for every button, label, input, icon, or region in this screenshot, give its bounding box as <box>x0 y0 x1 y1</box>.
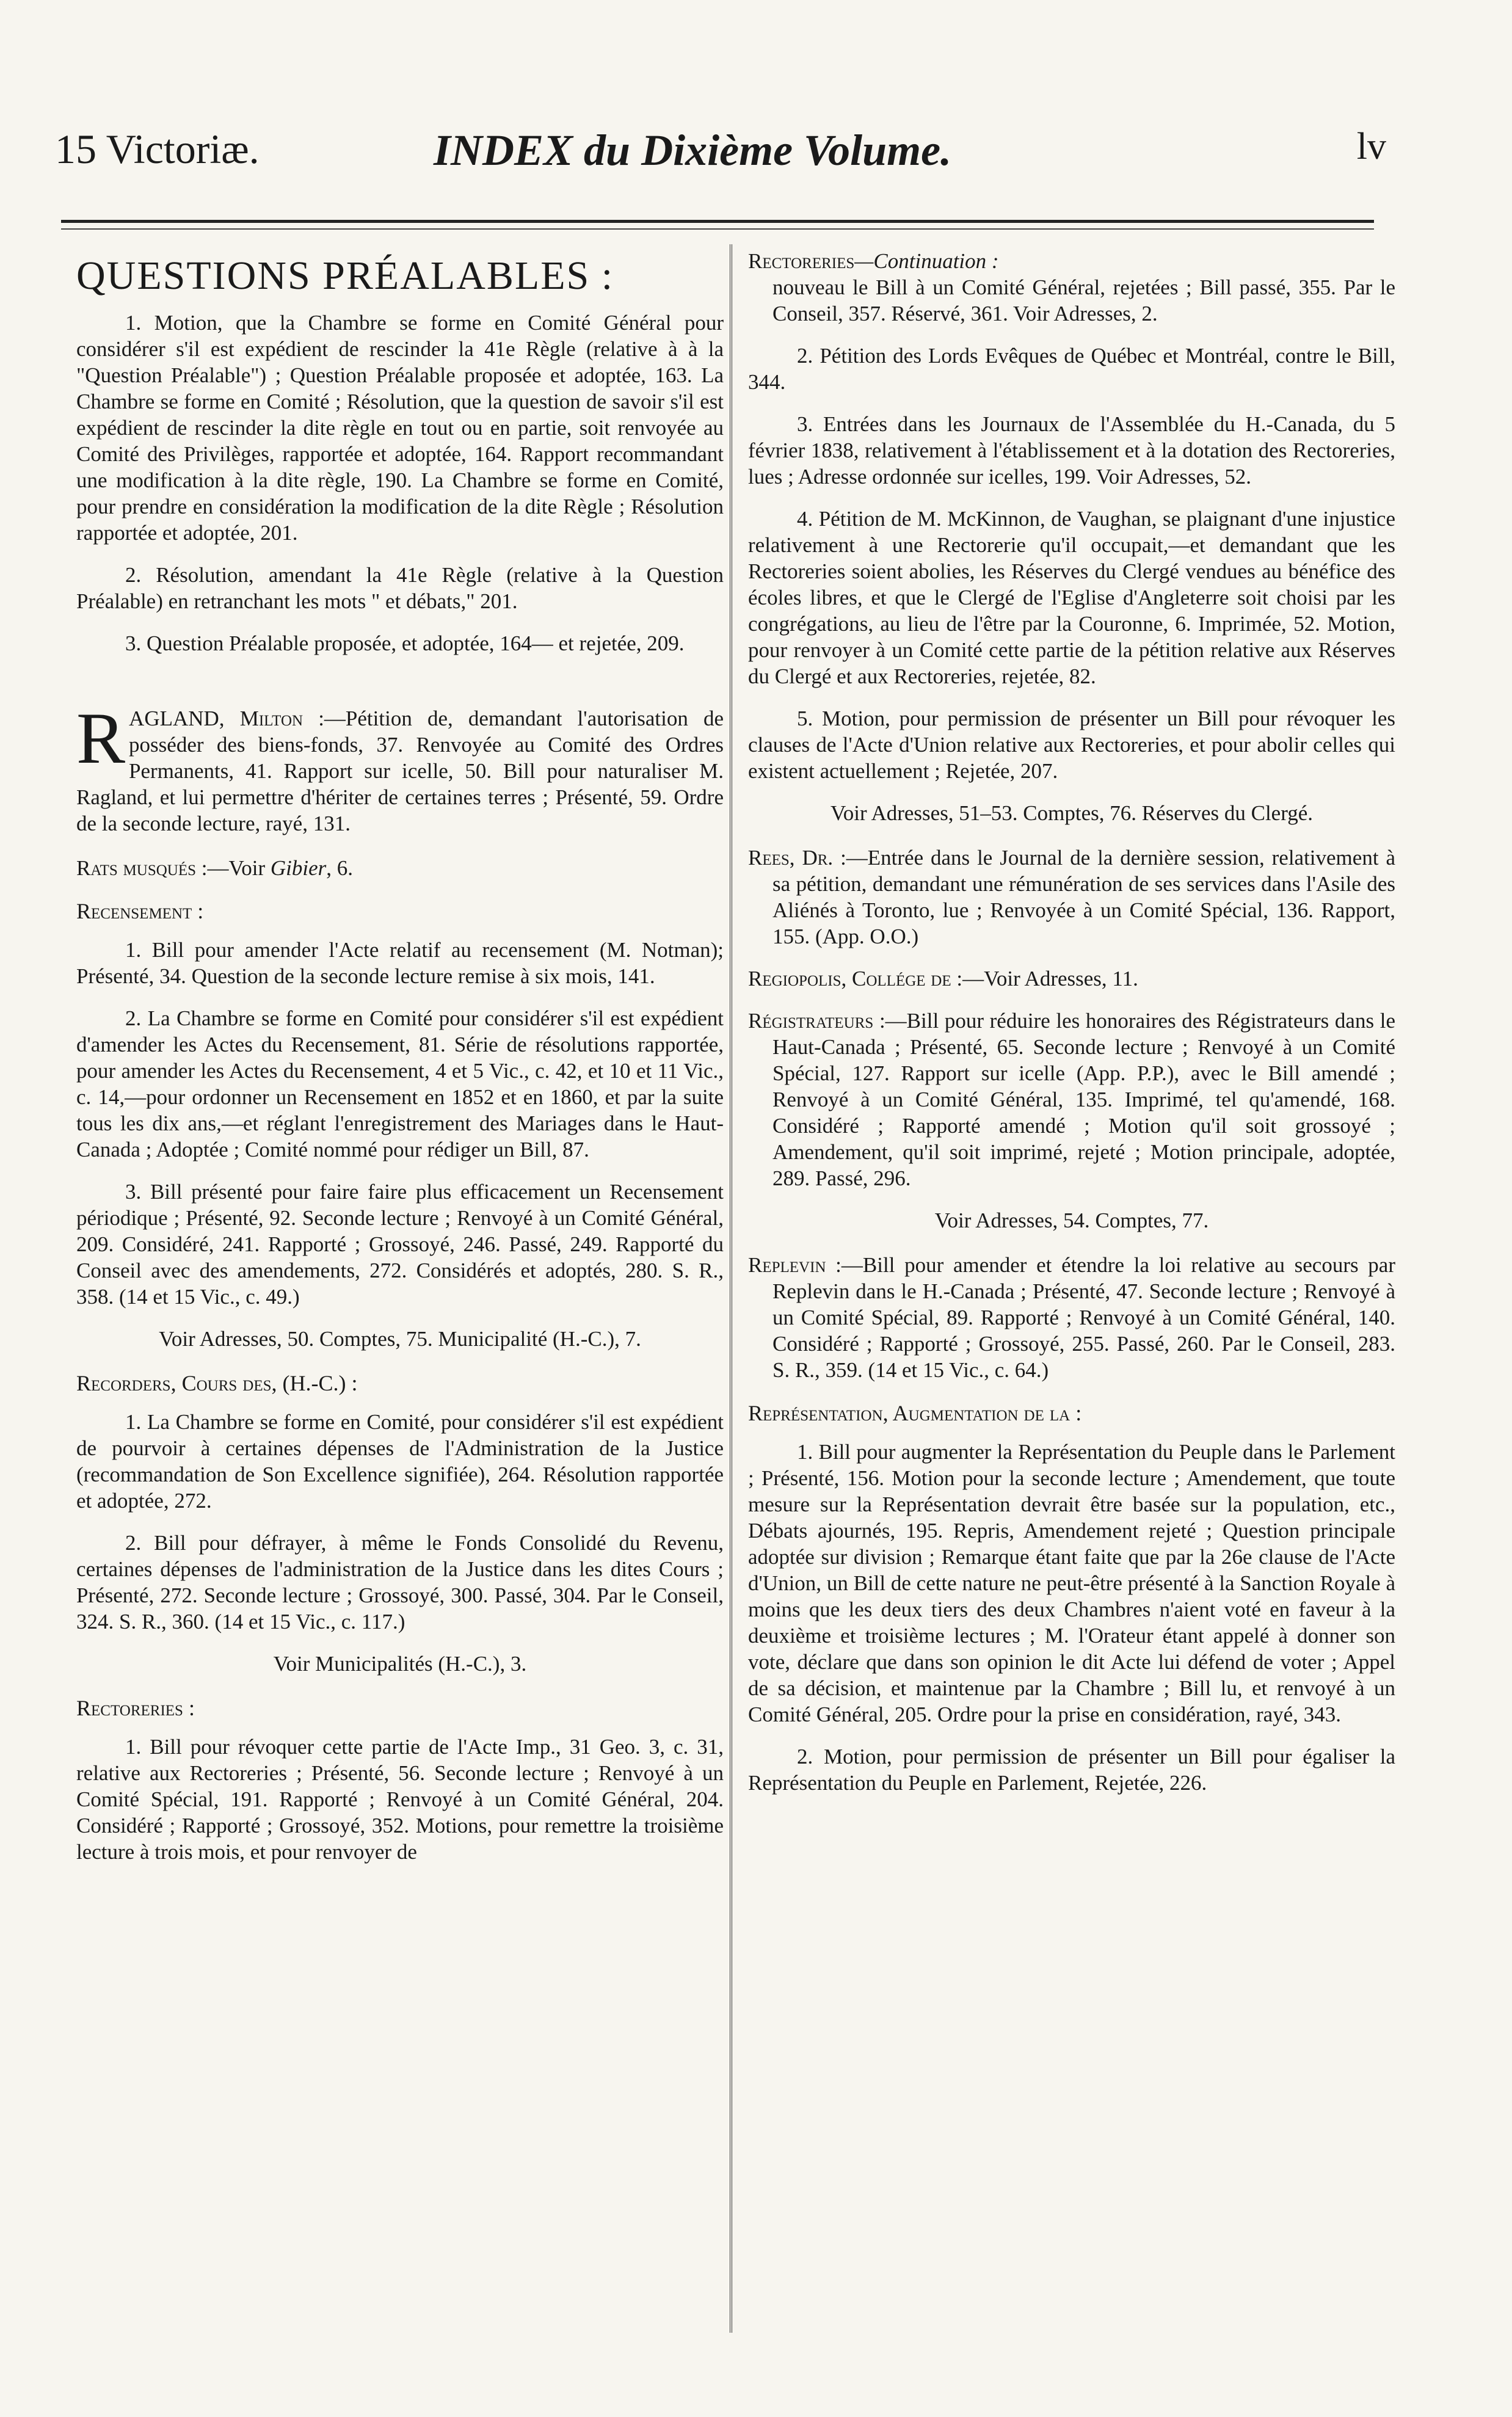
rectoreries-entry-4: 4. Pétition de M. McKinnon, de Vaughan, se plaignant d'une injustice relativement à une Rectorerie qu'il occupait,—et demandant que les Rectoreries soient abolies, les Réserves du Clergé vendues au bénéfice des écoles libres, et que le Clergé de l'Eglise d'Angleterre soit choisi par les congrégations, au lieu de l'être par la Couronne, 6. Imprimée, 52. Motion, pour renvoyer à un Comité cette partie de la pétition relative aux Réserves du Clergé et aux Rectoreries, rejetée, 82. <box>748 507 1395 688</box>
representation-entry-1: 1. Bill pour augmenter la Représentation du Peuple dans le Parlement ; Présenté, 156. Motion pour la seconde lecture ; Amendement, que toute mesure sur la Représentation devrait être basée sur la population, etc., Débats ajournés, 195. Repris, Amendement rejeté ; Question principale adoptée sur division ; Remarque étant faite que par la 26e clause de l'Acte d'Union, un Bill de cette nature ne peut-être présenté à la Sanction Royale à moins que les deux tiers des deux Chambres n'aient voté en faveur à la deuxième et troisième lectures ; M. l'Orateur étant appelé à donner son vote, déclare que dans son opinion le dit Acte lui défend de voter ; Appel de sa décision, et maintenue par la Chambre ; Bill lu, et renvoyé à un Comité Général, 205. Ordre pour la prise en considération, rayé, 343. <box>748 1440 1395 1726</box>
recensement-entry-3: 3. Bill présenté pour faire faire plus efficacement un Recensement périodique ; Présenté, 92. Seconde lecture ; Renvoyé à un Comité Général, 209. Considéré, 241. Rapporté ; Grossoyé, 246. Passé, 249. Rapporté du Conseil avec des amendements, 272. Considérés et adoptés, 280. S. R., 358. (14 et 15 Vic., c. 49.) <box>76 1180 724 1309</box>
rees-text: :—Entrée dans le Journal de la dernière session, relativement à sa pétition, demandant une rémunération de ses services dans l'Asile des Aliénés à Toronto, lue ; Renvoyée à un Comité Spécial, 136. Rapport, 155. (App. O.O.) <box>772 846 1395 948</box>
header-title: INDEX du Dixième Volume. <box>434 126 952 175</box>
recensement-entry-1: 1. Bill pour amender l'Acte relatif au recensement (M. Notman); Présenté, 34. Question de la seconde lecture remise à six mois, 141. <box>76 938 724 988</box>
replevin-text: :—Bill pour amender et étendre la loi relative au secours par Replevin dans le H.-Canada ; Présenté, 47. Seconde lecture ; Renvoyé à un Comité Spécial, 89. Rapporté ; Renvoyé à un Comité Général, 140. Considéré ; Rapporté ; Grossoyé, 255. Passé, 260. Par le Conseil, 283. S. R., 359. (14 et 15 Vic., c. 64.) <box>772 1253 1395 1382</box>
rect-cont-text: nouveau le Bill à un Comité Général, rejetées ; Bill passé, 355. Par le Conseil, 357. Réservé, 361. Voir Adresses, 2. <box>772 275 1395 325</box>
recensement-heading: Recensement : <box>76 899 204 923</box>
representation-heading: Représentation, Augmentation de la : <box>748 1401 1082 1425</box>
rectoreries-entry-5: 5. Motion, pour permission de présenter un Bill pour révoquer les clauses de l'Acte d'Union relative aux Rectoreries, et pour abolir celles qui existent actuellement ; Rejetée, 207. <box>748 707 1395 783</box>
ragland-text: :—Pétition de, demandant l'autorisation de posséder des biens-fonds, 37. Renvoyée au Comité des Ordres Permanents, 41. Rapport sur icelle, 50. Bill pour naturaliser M. Ragland, et lui permettre d'hériter de certaines terres ; Présenté, 59. Ordre de la seconde lecture, rayé, 131. <box>76 707 724 835</box>
recorders-voir: Voir Municipalités (H.-C.), 3. <box>273 1652 527 1676</box>
rats-heading: Rats musqués <box>76 856 197 880</box>
drop-cap: R <box>76 697 126 779</box>
header-volume: 15 Victoriæ. <box>55 126 260 172</box>
replevin-entry <box>748 1252 1395 1383</box>
column-divider <box>730 244 732 2333</box>
replevin-heading: Replevin <box>748 1253 826 1277</box>
left-column <box>76 244 724 1881</box>
page-header <box>55 125 1386 198</box>
rect-cont-heading: Rectoreries <box>748 249 855 273</box>
ragland-name: AGLAND, <box>129 707 240 730</box>
rats-ref: Gibier <box>270 856 327 880</box>
header-rule-thick <box>61 220 1374 223</box>
rectoreries-entry-1: 1. Bill pour révoquer cette partie de l'Acte Imp., 31 Geo. 3, c. 31, relative aux Rectoreries ; Présenté, 56. Seconde lecture ; Renvoyé à un Comité Spécial, 191. Rapporté ; Renvoyé à un Comité Général, 204. Considéré ; Rapporté ; Grossoyé, 352. Motions, pour remettre la troisième lecture à trois mois, et pour renvoyer de <box>76 1735 724 1864</box>
header-rule-thin <box>61 228 1374 230</box>
question-entry-1: 1. Motion, que la Chambre se forme en Comité Général pour considérer s'il est expédient de rescinder la 41e Règle (relative à à la "Question Préalable") ; Question Préalable proposée et adoptée, 163. La Chambre se forme en Comité ; Résolution, que la question de savoir s'il est expédient de rescinder la dite règle en tout ou en partie, soit renvoyée au Comité des Privilèges, rapportée et adoptée, 164. Rapport recommandant une modification à la dite règle, 190. La Chambre se forme en Comité, pour prendre en considération la modification de la dite Règle ; Résolution rapportée et adoptée, 201. <box>76 311 724 545</box>
registrateurs-voir: Voir Adresses, 54. Comptes, 77. <box>934 1208 1209 1232</box>
section-title-questions: QUESTIONS PRÉALABLES : <box>76 253 614 298</box>
ragland-entry <box>76 697 724 837</box>
question-entry-3: 3. Question Préalable proposée, et adoptée, 164— et rejetée, 209. <box>125 631 685 655</box>
regiopolis-text: :—Voir Adresses, 11. <box>951 967 1138 990</box>
rectoreries-entry-2: 2. Pétition des Lords Evêques de Québec et Montréal, contre le Bill, 344. <box>748 344 1395 394</box>
rees-heading: Rees, Dr. <box>748 846 834 870</box>
question-entry-2: 2. Résolution, amendant la 41e Règle (relative à la Question Préalable) en retranchant les mots " et débats," 201. <box>76 563 724 613</box>
ragland-first-name: Milton <box>239 707 303 730</box>
rats-text: :—Voir <box>196 856 271 880</box>
rats-entry <box>76 855 724 881</box>
recorders-entry-2: 2. Bill pour défrayer, à même le Fonds Consolidé du Revenu, certaines dépenses de l'administration de la Justice dans les dites Cours ; Présenté, 272. Seconde lecture ; Grossoyé, 300. Passé, 304. Par le Conseil, 324. S. R., 360. (14 et 15 Vic., c. 117.) <box>76 1531 724 1634</box>
recensement-entry-2: 2. La Chambre se forme en Comité pour considérer s'il est expédient d'amender les Actes du Recensement, 81. Série de résolutions rapportée, pour amender les Actes du Recensement, 4 et 5 Vic., c. 42, et 10 et 11 Vic., c. 14,—pour ordonner un Recensement en 1852 et en 1860, et par la suite tous les dix ans,—et réglant l'enregistrement des Mariages dans le Haut-Canada ; Adoptée ; Comité nommé pour rédiger un Bill, 87. <box>76 1006 724 1161</box>
rectoreries-continuation <box>748 248 1395 327</box>
rectoreries-voir: Voir Adresses, 51–53. Comptes, 76. Réserves du Clergé. <box>830 801 1314 825</box>
right-column <box>748 244 1395 1812</box>
rectoreries-entry-3: 3. Entrées dans les Journaux de l'Assemblée du H.-Canada, du 5 février 1838, relativement à l'établissement et à la dotation des Rectoreries, lues ; Adresse ordonnée sur icelles, 199. Voir Adresses, 52. <box>748 412 1395 489</box>
rect-cont-label: —Continuation : <box>854 249 999 273</box>
recorders-entry-1: 1. La Chambre se forme en Comité, pour considérer s'il est expédient de pourvoir à certaines dépenses de l'Administration de la Justice (recommandation de Son Excellence signifiée), 264. Résolution rapportée et adoptée, 272. <box>76 1410 724 1513</box>
representation-entry-2: 2. Motion, pour permission de présenter un Bill pour égaliser la Représentation du Peuple en Parlement, Rejetée, 226. <box>748 1745 1395 1795</box>
header-page-number: lv <box>1356 126 1386 167</box>
rees-entry <box>748 845 1395 950</box>
recorders-heading: Recorders, Cours des, (H.-C.) : <box>76 1371 358 1395</box>
rats-page: , 6. <box>326 856 354 880</box>
regiopolis-heading: Regiopolis, Collége de <box>748 967 951 990</box>
registrateurs-entry <box>748 1008 1395 1191</box>
registrateurs-text: :—Bill pour réduire les honoraires des Régistrateurs dans le Haut-Canada ; Présenté, 65. Seconde lecture ; Renvoyé à un Comité Spécial, 127. Rapport sur icelle (App. P.P.), avec le Bill amendé ; Renvoyé à un Comité Général, 135. Imprimé, tel qu'amendé, 168. Considéré ; Rapporté amendé ; Motion qu'il soit grossoyé ; Amendement, qu'il soit imprimé, rejeté ; Motion principale, adoptée, 289. Passé, 296. <box>772 1009 1395 1190</box>
rectoreries-heading: Rectoreries : <box>76 1696 195 1720</box>
recensement-voir: Voir Adresses, 50. Comptes, 75. Municipalité (H.-C.), 7. <box>159 1327 641 1351</box>
registrateurs-heading: Régistrateurs <box>748 1009 874 1033</box>
regiopolis-entry <box>748 965 1395 992</box>
